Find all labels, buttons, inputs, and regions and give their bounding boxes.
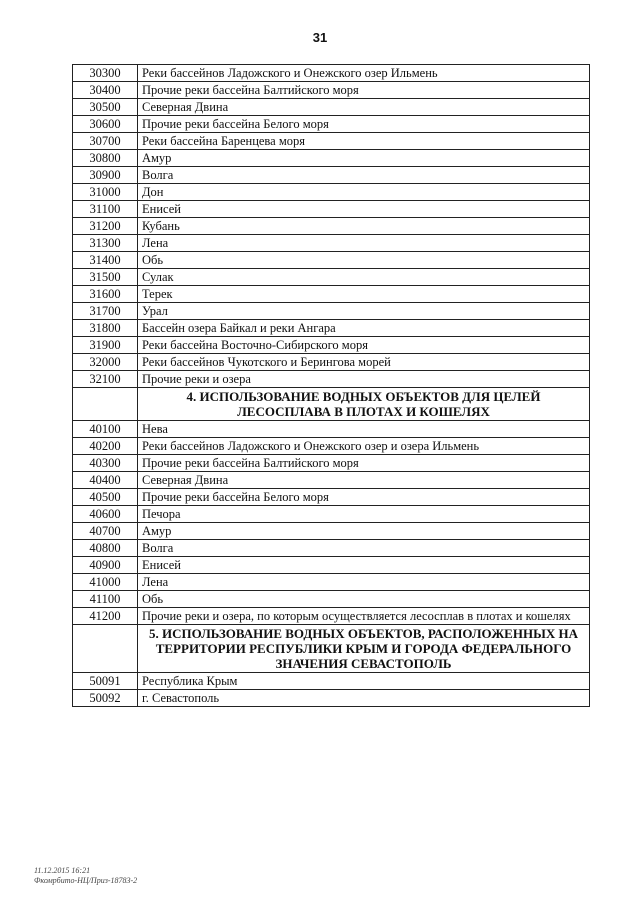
row-code: 30700: [73, 133, 138, 150]
table-row: [73, 540, 590, 557]
row-name: Енисей: [138, 201, 590, 218]
table-row: [73, 574, 590, 591]
row-name: Прочие реки бассейна Белого моря: [138, 489, 590, 506]
row-name: Урал: [138, 303, 590, 320]
table-row: [73, 690, 590, 707]
table-row: [73, 320, 590, 337]
row-name: Северная Двина: [138, 472, 590, 489]
row-code: 40300: [73, 455, 138, 472]
section-4: [73, 388, 590, 421]
document-footer: [34, 866, 137, 886]
table-row: [73, 354, 590, 371]
row-code: 32100: [73, 371, 138, 388]
table-row: [73, 133, 590, 150]
table-row: [73, 591, 590, 608]
row-name: Прочие реки и озера, по которым осуществляется лесосплав в плотах и кошелях: [138, 608, 590, 625]
table-row: [73, 184, 590, 201]
row-code: 50091: [73, 673, 138, 690]
row-name: Реки бассейна Баренцева моря: [138, 133, 590, 150]
row-name: Обь: [138, 591, 590, 608]
row-code: 31500: [73, 269, 138, 286]
row-name: Прочие реки бассейна Балтийского моря: [138, 455, 590, 472]
table-row: [73, 303, 590, 320]
row-name: Амур: [138, 523, 590, 540]
row-code: 40600: [73, 506, 138, 523]
row-code: 40700: [73, 523, 138, 540]
table-row: [73, 167, 590, 184]
row-code: 30400: [73, 82, 138, 99]
row-name: Северная Двина: [138, 99, 590, 116]
table-row: [73, 150, 590, 167]
row-name: Печора: [138, 506, 590, 523]
table-row: [73, 455, 590, 472]
row-name: Реки бассейнов Ладожского и Онежского озер и озера Ильмень: [138, 438, 590, 455]
row-code: 40500: [73, 489, 138, 506]
row-name: Прочие реки бассейна Белого моря: [138, 116, 590, 133]
row-name: Реки бассейна Восточно-Сибирского моря: [138, 337, 590, 354]
row-name: Реки бассейнов Чукотского и Берингова морей: [138, 354, 590, 371]
row-code: 30300: [73, 65, 138, 82]
row-code: 31300: [73, 235, 138, 252]
row-code: 30600: [73, 116, 138, 133]
table-row: [73, 235, 590, 252]
row-code: 31600: [73, 286, 138, 303]
row-name: Обь: [138, 252, 590, 269]
row-code: 31400: [73, 252, 138, 269]
row-name: Амур: [138, 150, 590, 167]
section-title: 4. ИСПОЛЬЗОВАНИЕ ВОДНЫХ ОБЪЕКТОВ ДЛЯ ЦЕЛЕЙ ЛЕСОСПЛАВА В ПЛОТАХ И КОШЕЛЯХ: [138, 388, 590, 421]
row-code: 30800: [73, 150, 138, 167]
table-row: [73, 438, 590, 455]
footer-timestamp: 11.12.2015 16:21: [34, 866, 91, 875]
row-code: 40900: [73, 557, 138, 574]
table-row: [73, 557, 590, 574]
row-name: Кубань: [138, 218, 590, 235]
row-name: Нева: [138, 421, 590, 438]
row-name: Республика Крым: [138, 673, 590, 690]
row-name: Терек: [138, 286, 590, 303]
table-row: [73, 201, 590, 218]
section-title: 5. ИСПОЛЬЗОВАНИЕ ВОДНЫХ ОБЪЕКТОВ, РАСПОЛОЖЕННЫХ НА ТЕРРИТОРИИ РЕСПУБЛИКИ КРЫМ И ГОРОДА ФЕДЕРАЛЬНОГО ЗНАЧЕНИЯ СЕВАСТОПОЛЬ: [138, 625, 590, 673]
row-code: 31700: [73, 303, 138, 320]
table-row: [73, 269, 590, 286]
rows-group-b: [73, 421, 590, 625]
table-row: [73, 489, 590, 506]
row-code: 31200: [73, 218, 138, 235]
table-row: [73, 286, 590, 303]
table-row: [73, 421, 590, 438]
row-name: Бассейн озера Байкал и реки Ангара: [138, 320, 590, 337]
table-row: [73, 218, 590, 235]
classification-table: [72, 64, 590, 707]
section-code-cell: [73, 388, 138, 421]
row-code: 50092: [73, 690, 138, 707]
row-name: Волга: [138, 167, 590, 184]
table-row: [73, 472, 590, 489]
row-code: 41200: [73, 608, 138, 625]
row-code: 40400: [73, 472, 138, 489]
row-name: Лена: [138, 235, 590, 252]
row-code: 31800: [73, 320, 138, 337]
row-name: Сулак: [138, 269, 590, 286]
row-code: 41100: [73, 591, 138, 608]
rows-group-c: [73, 673, 590, 707]
row-name: Реки бассейнов Ладожского и Онежского озер Ильмень: [138, 65, 590, 82]
table-row: [73, 65, 590, 82]
row-code: 30900: [73, 167, 138, 184]
table-row: [73, 99, 590, 116]
page-number: 31: [312, 30, 328, 45]
row-name: Дон: [138, 184, 590, 201]
row-code: 31900: [73, 337, 138, 354]
row-name: Енисей: [138, 557, 590, 574]
row-name: Лена: [138, 574, 590, 591]
section-5: [73, 625, 590, 673]
section-header-row: [73, 388, 590, 421]
row-name: Волга: [138, 540, 590, 557]
table-row: [73, 116, 590, 133]
table-row: [73, 252, 590, 269]
row-name: г. Севастополь: [138, 690, 590, 707]
row-name: Прочие реки и озера: [138, 371, 590, 388]
table-row: [73, 337, 590, 354]
row-code: 40100: [73, 421, 138, 438]
row-code: 40800: [73, 540, 138, 557]
section-header-row: [73, 625, 590, 673]
section-code-cell: [73, 625, 138, 673]
table-row: [73, 371, 590, 388]
rows-group-a: [73, 65, 590, 388]
table-row: [73, 608, 590, 625]
row-code: 41000: [73, 574, 138, 591]
row-code: 31100: [73, 201, 138, 218]
footer-document-id: Фкомрбито-НЦ/Приз-1878З-2: [34, 876, 138, 885]
table-row: [73, 82, 590, 99]
row-code: 32000: [73, 354, 138, 371]
row-code: 30500: [73, 99, 138, 116]
row-code: 31000: [73, 184, 138, 201]
table-row: [73, 506, 590, 523]
row-code: 40200: [73, 438, 138, 455]
row-name: Прочие реки бассейна Балтийского моря: [138, 82, 590, 99]
table-row: [73, 673, 590, 690]
table-row: [73, 523, 590, 540]
